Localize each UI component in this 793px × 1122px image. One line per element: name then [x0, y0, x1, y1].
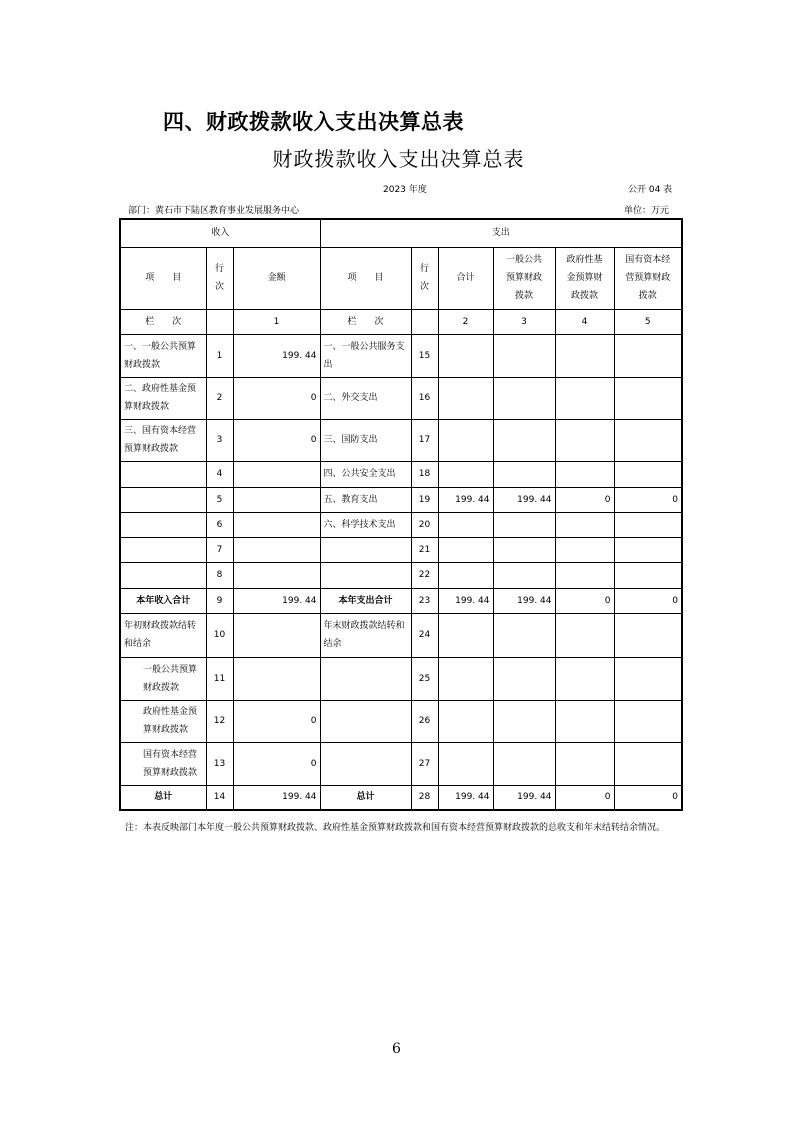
income-line-cell: 7 — [206, 537, 233, 562]
state-capital-cell — [614, 512, 682, 537]
total-cell: 199. 44 — [438, 487, 493, 512]
expense-item-cell: 四、公共安全支出 — [320, 461, 411, 487]
income-line-cell: 11 — [206, 657, 233, 700]
state-capital-cell — [614, 562, 682, 588]
state-capital-cell — [614, 657, 682, 700]
gov-fund-cell — [555, 419, 614, 461]
income-line-cell: 10 — [206, 613, 233, 657]
total-cell — [438, 613, 493, 657]
income-item-cell: 三、国有资本经营预算财政拨款 — [120, 419, 206, 461]
total-cell — [438, 377, 493, 419]
expense-header: 支出 — [320, 219, 682, 247]
state-capital-cell — [614, 537, 682, 562]
expense-line-cell: 26 — [411, 700, 438, 742]
total-header: 合计 — [438, 247, 493, 309]
total-cell — [438, 537, 493, 562]
report-year: 2023 年度 — [383, 185, 427, 195]
expense-line-cell: 20 — [411, 512, 438, 537]
income-amount-cell — [233, 613, 320, 657]
expense-line-cell: 21 — [411, 537, 438, 562]
income-line-cell: 2 — [206, 377, 233, 419]
income-line-cell: 1 — [206, 334, 233, 377]
gov-fund-cell: 0 — [555, 487, 614, 512]
gov-fund-cell: 0 — [555, 588, 614, 613]
income-item-cell — [120, 461, 206, 487]
income-line-cell: 5 — [206, 487, 233, 512]
income-amount-cell — [233, 487, 320, 512]
expense-line-cell: 23 — [411, 588, 438, 613]
state-capital-cell — [614, 700, 682, 742]
income-amount-cell: 0 — [233, 419, 320, 461]
amount-header: 金额 — [233, 247, 320, 309]
income-line-cell: 8 — [206, 562, 233, 588]
table-row — [120, 537, 682, 562]
expense-item-cell: 总计 — [320, 785, 411, 810]
general-budget-cell — [493, 512, 555, 537]
budget-table — [119, 218, 683, 811]
income-line-header: 行 次 — [206, 247, 233, 309]
income-line-cell: 13 — [206, 742, 233, 785]
total-cell — [438, 742, 493, 785]
col-number-3: 3 — [493, 309, 555, 334]
table-row — [120, 334, 682, 377]
expense-item-cell — [320, 657, 411, 700]
col-number-1: 1 — [233, 309, 320, 334]
expense-item-cell — [320, 537, 411, 562]
income-item-cell: 一般公共预算财政拨款 — [120, 657, 206, 700]
general-budget-cell — [493, 613, 555, 657]
income-amount-cell: 199. 44 — [233, 785, 320, 810]
column-number-row — [120, 309, 682, 334]
expense-item-cell: 三、国防支出 — [320, 419, 411, 461]
table-row — [120, 613, 682, 657]
gov-fund-cell — [555, 377, 614, 419]
general-budget-cell: 199. 44 — [493, 487, 555, 512]
total-cell — [438, 657, 493, 700]
table-row — [120, 785, 682, 810]
income-amount-cell: 0 — [233, 742, 320, 785]
table-row — [120, 700, 682, 742]
total-cell — [438, 700, 493, 742]
general-budget-cell — [493, 700, 555, 742]
expense-item-cell: 一、一般公共服务支出 — [320, 334, 411, 377]
column-row-label: 栏 次 — [320, 309, 411, 334]
expense-item-cell: 年末财政拨款结转和结余 — [320, 613, 411, 657]
state-capital-cell — [614, 419, 682, 461]
income-item-cell: 总计 — [120, 785, 206, 810]
expense-line-cell: 22 — [411, 562, 438, 588]
table-row — [120, 588, 682, 613]
page-number: 6 — [392, 1041, 401, 1057]
unit-label: 单位：万元 — [624, 206, 670, 216]
income-item-cell: 本年收入合计 — [120, 588, 206, 613]
income-amount-cell: 0 — [233, 377, 320, 419]
expense-line-cell: 18 — [411, 461, 438, 487]
gov-fund-cell — [555, 700, 614, 742]
income-line-cell: 3 — [206, 419, 233, 461]
expense-line-cell: 19 — [411, 487, 438, 512]
total-cell — [438, 512, 493, 537]
general-budget-cell: 199. 44 — [493, 588, 555, 613]
gov-fund-cell — [555, 742, 614, 785]
table-row — [120, 461, 682, 487]
expense-line-cell: 27 — [411, 742, 438, 785]
gov-fund-cell: 0 — [555, 785, 614, 810]
footnote: 注：本表反映部门本年度一般公共预算财政拨款、政府性基金预算财政拨款和国有资本经营预算财政拨款的总收支和年末结转结余情况。 — [125, 823, 666, 833]
gov-fund-cell — [555, 512, 614, 537]
table-title: 财政拨款收入支出决算总表 — [272, 147, 525, 171]
income-item-cell: 二、政府性基金预算财政拨款 — [120, 377, 206, 419]
general-budget-cell — [493, 562, 555, 588]
col-number-5: 5 — [614, 309, 682, 334]
state-capital-cell — [614, 334, 682, 377]
col-number-2: 2 — [438, 309, 493, 334]
expense-item-header: 项 目 — [320, 247, 411, 309]
table-row — [120, 742, 682, 785]
general-budget-cell — [493, 657, 555, 700]
gov-fund-cell — [555, 562, 614, 588]
income-item-header: 项 目 — [120, 247, 206, 309]
col-number-4: 4 — [555, 309, 614, 334]
income-amount-cell — [233, 512, 320, 537]
income-line-cell: 12 — [206, 700, 233, 742]
table-row — [120, 562, 682, 588]
expense-item-cell: 二、外交支出 — [320, 377, 411, 419]
income-item-cell — [120, 562, 206, 588]
income-item-cell: 国有资本经营预算财政拨款 — [120, 742, 206, 785]
income-amount-cell — [233, 657, 320, 700]
income-item-cell — [120, 537, 206, 562]
state-capital-cell: 0 — [614, 785, 682, 810]
total-cell: 199. 44 — [438, 785, 493, 810]
expense-line-cell: 24 — [411, 613, 438, 657]
general-budget-cell — [493, 334, 555, 377]
expense-line-cell: 25 — [411, 657, 438, 700]
table-row — [120, 377, 682, 419]
general-budget-cell — [493, 742, 555, 785]
expense-item-cell — [320, 562, 411, 588]
expense-item-cell: 五、教育支出 — [320, 487, 411, 512]
gov-fund-cell — [555, 657, 614, 700]
expense-line-cell: 17 — [411, 419, 438, 461]
state-capital-cell — [614, 461, 682, 487]
income-amount-cell: 199. 44 — [233, 334, 320, 377]
table-row — [120, 657, 682, 700]
expense-item-cell: 六、科学技术支出 — [320, 512, 411, 537]
department-label: 部门：黄石市下陆区教育事业发展服务中心 — [128, 206, 300, 216]
table-row — [120, 512, 682, 537]
form-number: 公开 04 表 — [628, 185, 673, 195]
header-row-sections — [120, 219, 682, 247]
general-budget-cell — [493, 419, 555, 461]
general-budget-cell — [493, 377, 555, 419]
expense-line-cell: 16 — [411, 377, 438, 419]
total-cell — [438, 419, 493, 461]
table-row — [120, 487, 682, 512]
expense-line-header: 行 次 — [411, 247, 438, 309]
income-amount-cell: 0 — [233, 700, 320, 742]
total-cell — [438, 461, 493, 487]
income-item-cell: 年初财政拨款结转和结余 — [120, 613, 206, 657]
expense-item-cell — [320, 700, 411, 742]
expense-item-cell — [320, 742, 411, 785]
state-capital-cell — [614, 742, 682, 785]
income-item-cell — [120, 487, 206, 512]
gov-fund-header: 政府性基 金预算财 政拨款 — [555, 247, 614, 309]
state-capital-cell — [614, 377, 682, 419]
income-item-cell: 一、一般公共预算财政拨款 — [120, 334, 206, 377]
general-budget-header: 一般公共 预算财政 拨款 — [493, 247, 555, 309]
general-budget-cell — [493, 461, 555, 487]
total-cell: 199. 44 — [438, 588, 493, 613]
income-line-cell: 9 — [206, 588, 233, 613]
income-header: 收入 — [120, 219, 320, 247]
total-cell — [438, 562, 493, 588]
income-item-cell: 政府性基金预算财政拨款 — [120, 700, 206, 742]
state-capital-cell — [614, 613, 682, 657]
expense-line-cell: 15 — [411, 334, 438, 377]
empty-cell — [411, 309, 438, 334]
state-capital-header: 国有资本经 营预算财政 拨款 — [614, 247, 682, 309]
empty-cell — [206, 309, 233, 334]
expense-item-cell: 本年支出合计 — [320, 588, 411, 613]
income-amount-cell: 199. 44 — [233, 588, 320, 613]
column-row-label: 栏 次 — [120, 309, 206, 334]
table-row — [120, 419, 682, 461]
income-line-cell: 14 — [206, 785, 233, 810]
income-amount-cell — [233, 461, 320, 487]
income-line-cell: 4 — [206, 461, 233, 487]
section-title: 四、财政拨款收入支出决算总表 — [163, 109, 464, 134]
income-line-cell: 6 — [206, 512, 233, 537]
gov-fund-cell — [555, 613, 614, 657]
gov-fund-cell — [555, 537, 614, 562]
income-amount-cell — [233, 562, 320, 588]
income-item-cell — [120, 512, 206, 537]
state-capital-cell: 0 — [614, 588, 682, 613]
general-budget-cell — [493, 537, 555, 562]
general-budget-cell: 199. 44 — [493, 785, 555, 810]
header-row-columns — [120, 247, 682, 309]
state-capital-cell: 0 — [614, 487, 682, 512]
income-amount-cell — [233, 537, 320, 562]
expense-line-cell: 28 — [411, 785, 438, 810]
total-cell — [438, 334, 493, 377]
gov-fund-cell — [555, 461, 614, 487]
gov-fund-cell — [555, 334, 614, 377]
